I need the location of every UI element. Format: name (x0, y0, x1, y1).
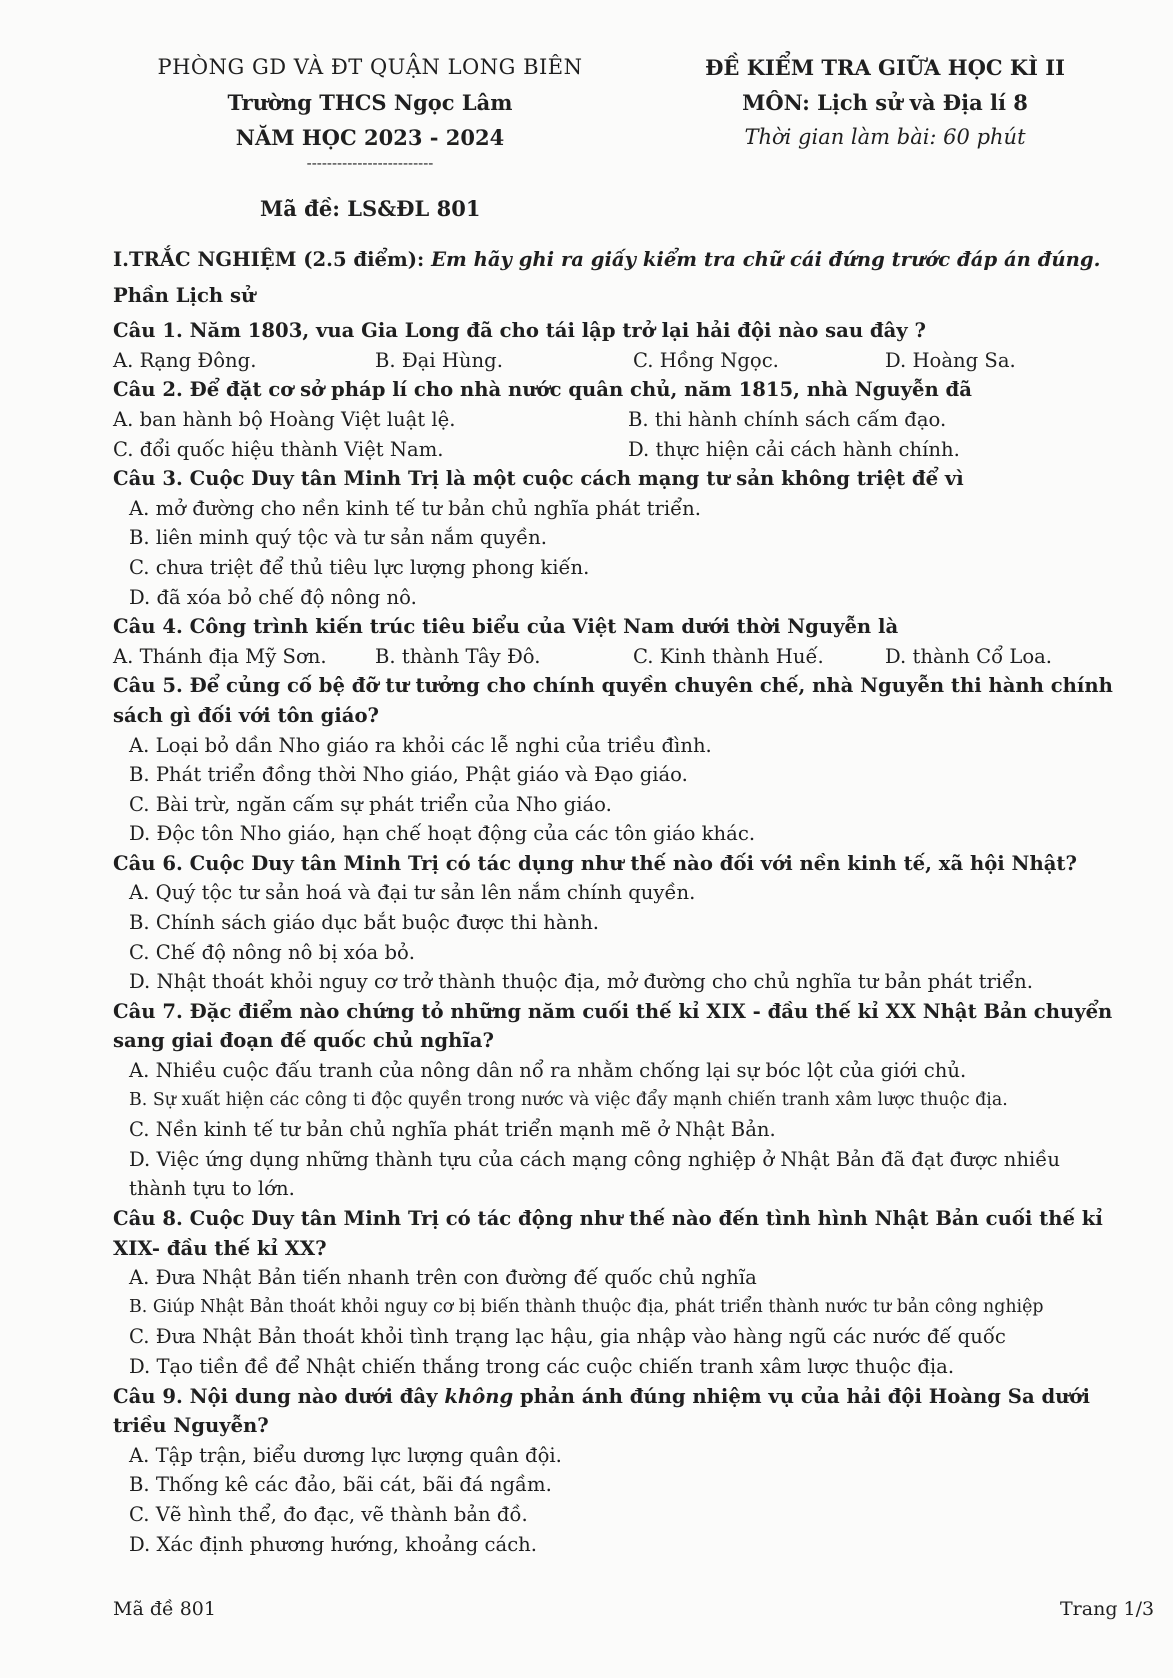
options-row (113, 642, 1118, 672)
header-divider: ------------------------- (306, 154, 434, 172)
question-8 (113, 1204, 1118, 1382)
option-c: C. đổi quốc hiệu thành Việt Nam. (113, 437, 444, 461)
option-b: B. Thống kê các đảo, bãi cát, bãi đá ngầm. (129, 1473, 552, 1497)
footer-exam-code: Mã đề 801 (113, 1598, 216, 1620)
option-c: C. Chế độ nông nô bị xóa bỏ. (129, 940, 416, 964)
option-a: A. Thánh địa Mỹ Sơn. (113, 644, 327, 668)
option-b: B. thi hành chính sách cấm đạo. (628, 407, 947, 431)
school-year: NĂM HỌC 2023 - 2024 (235, 125, 505, 150)
option-c: C. chưa triệt để thủ tiêu lực lượng phong kiến. (129, 555, 590, 579)
question-9 (113, 1382, 1118, 1560)
option-c: C. Nền kinh tế tư bản chủ nghĩa phát triển mạnh mẽ ở Nhật Bản. (129, 1118, 776, 1142)
school-name: Trường THCS Ngọc Lâm (227, 90, 513, 115)
question-stem: Câu 4. Công trình kiến trúc tiêu biểu của Việt Nam dưới thời Nguyễn là (113, 615, 899, 639)
option-d: D. Tạo tiền đề để Nhật chiến thắng trong các cuộc chiến tranh xâm lược thuộc địa. (129, 1354, 955, 1378)
option-c: C. Hồng Ngọc. (633, 348, 779, 372)
option-c: C. Đưa Nhật Bản thoát khỏi tình trạng lạc hậu, gia nhập vào hàng ngũ các nước đế quốc (129, 1325, 1006, 1349)
option-d: D. Độc tôn Nho giáo, hạn chế hoạt động của các tôn giáo khác. (129, 822, 756, 846)
option-b: B. liên minh quý tộc và tư sản nắm quyền. (129, 526, 548, 550)
option-a: A. Đưa Nhật Bản tiến nhanh trên con đường đế quốc chủ nghĩa (129, 1266, 757, 1290)
time-limit: Thời gian làm bài: 60 phút (744, 125, 1026, 149)
question-stem: Câu 6. Cuộc Duy tân Minh Trị có tác dụng như thế nào đối với nền kinh tế, xã hội Nhật? (113, 851, 1077, 875)
option-b: B. Phát triển đồng thời Nho giáo, Phật giáo và Đạo giáo. (129, 763, 688, 787)
option-c: C. Bài trừ, ngăn cấm sự phát triển của Nho giáo. (129, 792, 612, 816)
option-b: B. Đại Hùng. (375, 348, 503, 372)
part-title: Phần Lịch sử (113, 283, 256, 307)
question-1 (113, 316, 1118, 375)
question-4 (113, 612, 1118, 671)
option-a: A. ban hành bộ Hoàng Việt luật lệ. (113, 407, 456, 431)
option-b: B. Chính sách giáo dục bắt buộc được thi hành. (129, 911, 600, 935)
option-b: B. Sự xuất hiện các công ti độc quyền trong nước và việc đẩy mạnh chiến tranh xâm lược thuộc địa. (129, 1089, 1008, 1110)
option-a: A. Loại bỏ dần Nho giáo ra khỏi các lễ nghi của triều đình. (129, 733, 712, 757)
options-row (113, 435, 1118, 465)
subject: MÔN: Lịch sử và Địa lí 8 (742, 90, 1028, 115)
option-a: A. Nhiều cuộc đấu tranh của nông dân nổ ra nhằm chống lại sự bóc lột của giới chủ. (129, 1059, 967, 1083)
question-5 (113, 671, 1118, 849)
question-stem: Câu 9. Nội dung nào dưới đây không phản ánh đúng nhiệm vụ của hải đội Hoàng Sa dưới triều Nguyễn? (113, 1384, 1090, 1438)
option-c: C. Vẽ hình thể, đo đạc, vẽ thành bản đồ. (129, 1502, 528, 1526)
section-instruction: Em hãy ghi ra giấy kiểm tra chữ cái đứng trước đáp án đúng. (431, 248, 1101, 271)
question-stem: Câu 2. Để đặt cơ sở pháp lí cho nhà nước quân chủ, năm 1815, nhà Nguyễn đã (113, 378, 972, 402)
exam-code: Mã đề: LS&ĐL 801 (260, 196, 481, 221)
question-2 (113, 375, 1118, 464)
option-a: A. Tập trận, biểu dương lực lượng quân đội. (129, 1443, 562, 1467)
option-d: D. Xác định phương hướng, khoảng cách. (129, 1532, 538, 1556)
section-title: I.TRẮC NGHIỆM (2.5 điểm): (113, 248, 425, 271)
options-row (113, 405, 1118, 435)
option-d: D. thực hiện cải cách hành chính. (628, 437, 960, 461)
option-b: B. thành Tây Đô. (375, 644, 541, 668)
question-stem: Câu 1. Năm 1803, vua Gia Long đã cho tái lập trở lại hải đội nào sau đây ? (113, 319, 926, 343)
department-name: PHÒNG GD VÀ ĐT QUẬN LONG BIÊN (157, 55, 583, 79)
question-7 (113, 997, 1118, 1204)
exam-title: ĐỀ KIỂM TRA GIỮA HỌC KÌ II (705, 55, 1065, 80)
option-a: A. mở đường cho nền kinh tế tư bản chủ nghĩa phát triển. (129, 496, 702, 520)
option-c: C. Kinh thành Huế. (633, 644, 824, 668)
exam-content (113, 245, 1118, 1559)
question-stem: Câu 5. Để củng cố bệ đỡ tư tưởng cho chính quyền chuyên chế, nhà Nguyễn thi hành chính sách gì đối với tôn giáo? (113, 674, 1113, 727)
emphasis-not: không (444, 1384, 514, 1408)
option-d: D. Việc ứng dụng những thành tựu của cách mạng công nghiệp ở Nhật Bản đã đạt được nhiều thành tựu to lớn. (129, 1147, 1060, 1201)
section-heading (113, 245, 1118, 275)
question-6 (113, 849, 1118, 997)
footer-page-number: Trang 1/3 (1060, 1598, 1155, 1620)
question-3 (113, 464, 1118, 612)
option-b: B. Giúp Nhật Bản thoát khỏi nguy cơ bị biến thành thuộc địa, phát triển thành nước tư bản công nghiệp (129, 1296, 1044, 1317)
header-right (650, 50, 1120, 155)
question-stem: Câu 8. Cuộc Duy tân Minh Trị có tác động như thế nào đến tình hình Nhật Bản cuối thế kỉ XIX- đầu thế kỉ XX? (113, 1207, 1103, 1260)
options-row (113, 346, 1118, 376)
option-a: A. Quý tộc tư sản hoá và đại tư sản lên nắm chính quyền. (129, 881, 696, 905)
option-d: D. Nhật thoát khỏi nguy cơ trở thành thuộc địa, mở đường cho chủ nghĩa tư bản phát triển. (129, 970, 1034, 994)
option-a: A. Rạng Đông. (113, 348, 257, 372)
header-left (120, 50, 620, 171)
option-d: D. thành Cổ Loa. (885, 644, 1053, 668)
question-stem: Câu 3. Cuộc Duy tân Minh Trị là một cuộc cách mạng tư sản không triệt để vì (113, 467, 964, 491)
option-d: D. Hoàng Sa. (885, 348, 1016, 372)
question-stem: Câu 7. Đặc điểm nào chứng tỏ những năm cuối thế kỉ XIX - đầu thế kỉ XX Nhật Bản chuyển sang giai đoạn đế quốc chủ nghĩa? (113, 999, 1113, 1053)
option-d: D. đã xóa bỏ chế độ nông nô. (129, 585, 417, 609)
